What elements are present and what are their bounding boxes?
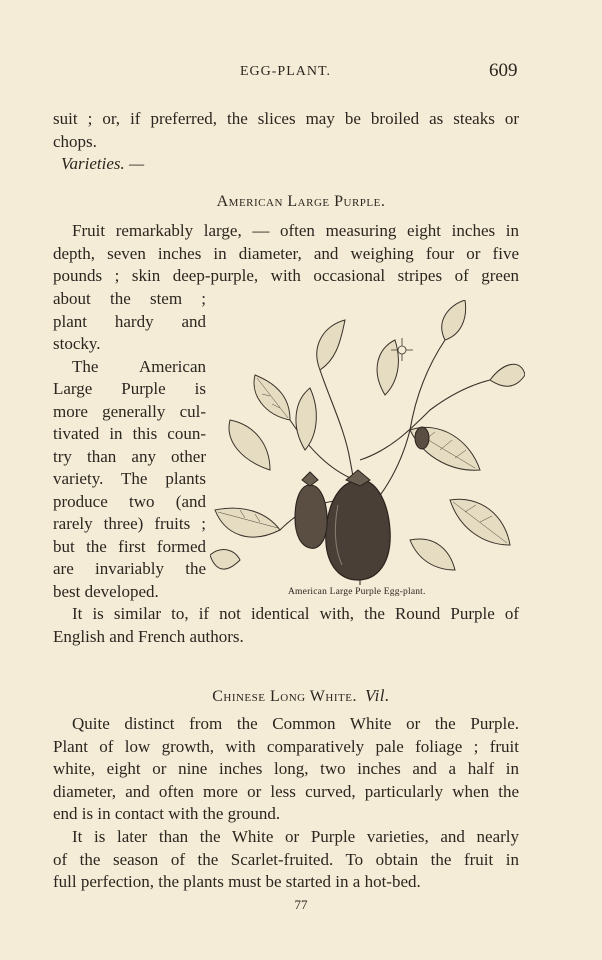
text-line: end is in contact with the ground.	[53, 804, 281, 823]
text-line: Quite distinct from the Common White or the Purple.	[72, 714, 519, 733]
text-line: variety. The plants	[53, 469, 206, 488]
signature-mark: 77	[294, 897, 308, 912]
text-line: plant hardy and	[53, 311, 206, 331]
heading-text: Chinese Long White.	[212, 688, 357, 705]
varieties-label: Varieties. —	[61, 154, 145, 173]
text-line: best developed.	[53, 581, 159, 601]
text-line: Fruit remarkably large, — often measuring eight inches in	[72, 221, 519, 240]
section2-paragraph-2	[53, 826, 519, 894]
text-line: pounds ; skin deep-purple, with occasional stripes of green	[53, 266, 519, 285]
text-line: full perfection, the plants must be started in a hot-bed.	[53, 872, 421, 891]
intro-line-2: chops.	[53, 131, 97, 151]
text-line: of the season of the Scarlet-fruited. To obtain the fruit in	[53, 849, 519, 869]
text-line: rarely three) fruits ;	[53, 514, 206, 533]
eggplant-illustration	[210, 300, 525, 585]
intro-paragraph	[53, 108, 519, 176]
fruit-small	[295, 472, 327, 548]
intro-line-1: suit ; or, if preferred, the slices may be broiled as steaks or	[53, 109, 519, 128]
text-line: produce two (and	[53, 491, 206, 511]
text-line: are invariably the	[53, 559, 206, 578]
text-line: The American	[72, 356, 206, 376]
text-line: but the first formed	[53, 536, 206, 556]
text-line: white, eight or nine inches long, two inches and a half in	[53, 759, 519, 778]
section1-paragraph-3	[53, 603, 519, 648]
section2-paragraph-1	[53, 713, 519, 826]
section-heading-american-large-purple: American Large Purple.	[216, 193, 386, 210]
text-beside-figure	[53, 288, 206, 603]
text-line: tivated in this coun-	[53, 424, 206, 443]
text-line: Large Purple is	[53, 379, 206, 398]
figure-caption: American Large Purple Egg-plant.	[288, 587, 426, 597]
text-line: stocky.	[53, 334, 101, 353]
heading-note: Vil.	[364, 686, 390, 705]
text-line: more generally cul-	[53, 401, 206, 421]
section-heading-chinese-long-white	[0, 686, 602, 706]
section1-paragraph-1	[53, 220, 519, 288]
fruit-large	[326, 470, 390, 580]
fruit-bud	[415, 427, 429, 449]
text-line: English and French authors.	[53, 626, 244, 646]
text-line: depth, seven inches in diameter, and weighing four or five	[53, 243, 519, 263]
text-line: try than any other	[53, 446, 206, 466]
text-line: It is later than the White or Purple varieties, and nearly	[72, 827, 519, 846]
running-title: EGG-PLANT.	[240, 64, 332, 79]
text-line: It is similar to, if not identical with, the Round Purple of	[72, 604, 519, 623]
text-line: diameter, and often more or less curved, particularly when the	[53, 781, 519, 801]
text-line: about the stem ;	[53, 289, 206, 308]
page-number: 609	[489, 60, 518, 81]
text-line: Plant of low growth, with comparatively pale foliage ; fruit	[53, 736, 519, 756]
